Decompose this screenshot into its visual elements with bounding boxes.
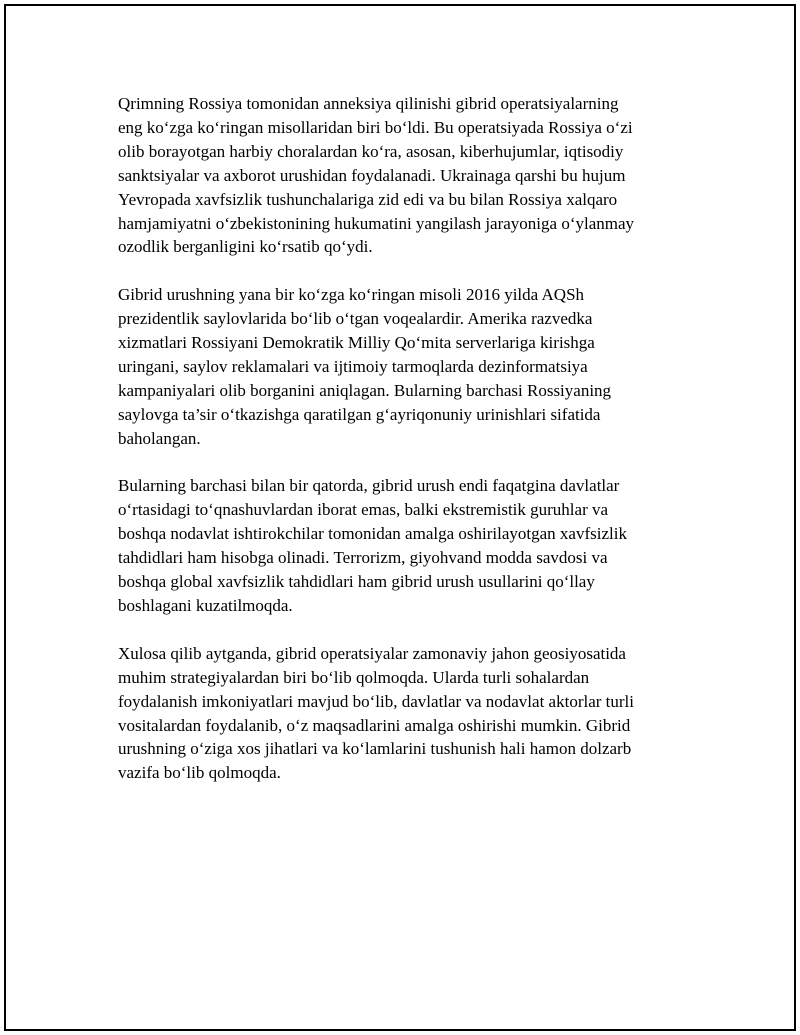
document-body [118, 92, 684, 809]
paragraph-non-state-actors: Bularning barchasi bilan bir qatorda, gibrid urush endi faqatgina davlatlar o‘rtasidagi to‘qnashuvlardan iborat emas, balki ekstremistik guruhlar va boshqa nodavlat ishtirokchilar tomonidan amalga oshirilayotgan xavfsizlik tahdidlari ham hisobga olinadi. Terrorizm, giyohvand modda savdosi va boshqa global xavfsizlik tahdidlari ham gibrid urush usullarini qo‘llay boshlagani kuzatilmoqda. [118, 476, 627, 615]
paragraph-us-elections: Gibrid urushning yana bir ko‘zga ko‘ringan misoli 2016 yilda AQSh prezidentlik saylovlarida bo‘lib o‘tgan voqealardir. Amerika razvedka xizmatlari Rossiyani Demokratik Milliy Qo‘mita serverlariga kirishga uringani, saylov reklamalari va ijtimoiy tarmoqlarda dezinformatsiya kampaniyalari olib borganini aniqlagan. Bularning barchasi Rossiyaning saylovga ta’sir o‘tkazishga qaratilgan g‘ayriqonuniy urinishlari sifatida baholangan. [118, 285, 612, 448]
paragraph-crimea: Qrimning Rossiya tomonidan anneksiya qilinishi gibrid operatsiyalarning eng ko‘zga ko‘ringan misollaridan biri bo‘ldi. Bu operatsiyada Rossiya o‘zi olib borayotgan harbiy choralardan ko‘ra, asosan, kiberhujumlar, iqtisodiy sanktsiyalar va axborot urushidan foydalanadi. Ukrainaga qarshi bu hujum Yevropada xavfsizlik tushunchalariga zid edi va bu bilan Rossiya xalqaro hamjamiyatni o‘zbekistonining hukumatini yangilash jarayoniga o‘ylanmay ozodlik berganligini ko‘rsatib qo‘ydi. [118, 94, 635, 257]
paragraph-conclusion: Xulosa qilib aytganda, gibrid operatsiyalar zamonaviy jahon geosiyosatida muhim strategiyalardan biri bo‘lib qolmoqda. Ularda turli sohalardan foydalanish imkoniyatlari mavjud bo‘lib, davlatlar va nodavlat aktorlar turli vositalardan foydalanib, o‘z maqsadlarini amalga oshirishi mumkin. Gibrid urushning o‘ziga xos jihatlari va ko‘lamlarini tushunish hali hamon dolzarb vazifa bo‘lib qolmoqda. [118, 643, 634, 783]
